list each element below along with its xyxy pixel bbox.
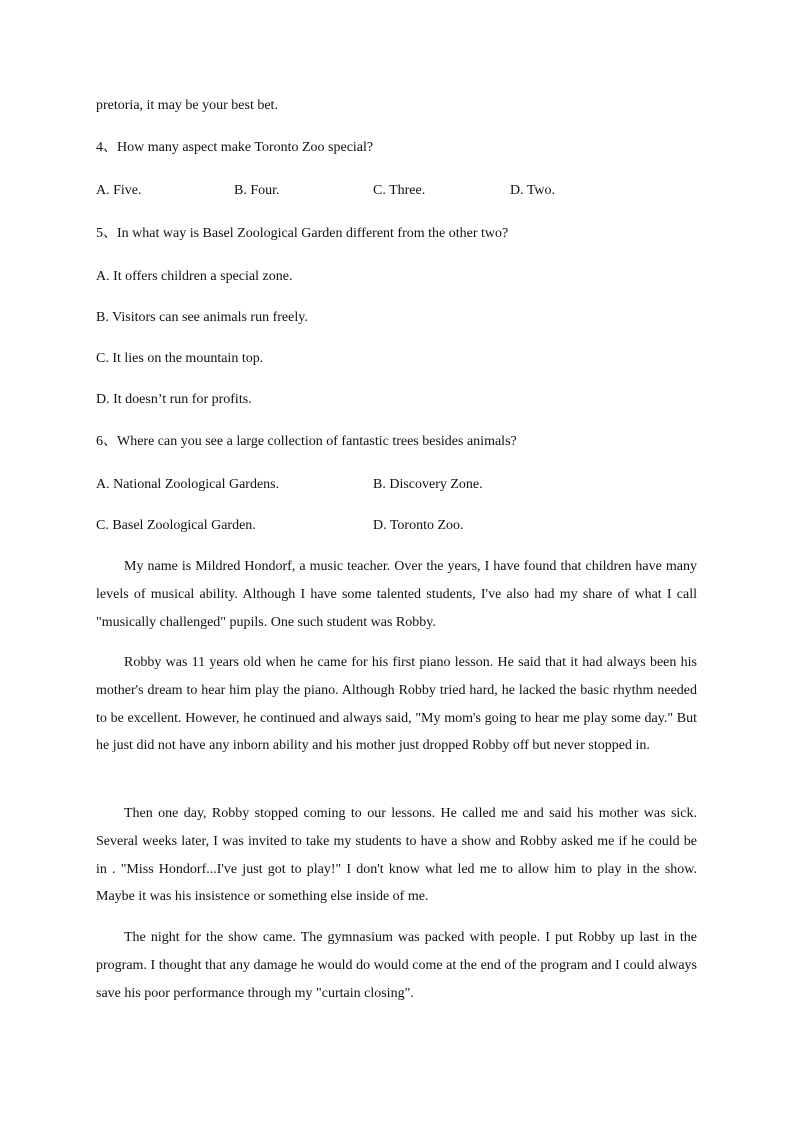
question-4-option-b: B. Four. <box>234 183 280 198</box>
question-6-stem: 6、Where can you see a large collection of fantastic trees besides animals? <box>96 434 517 449</box>
question-5-option-b: B. Visitors can see animals run freely. <box>96 310 308 325</box>
question-5-option-a: A. It offers children a special zone. <box>96 269 293 284</box>
question-6-option-c: C. Basel Zoological Garden. <box>96 518 256 533</box>
question-4-option-d: D. Two. <box>510 183 556 198</box>
question-4-option-a: A. Five. <box>96 183 142 198</box>
question-5-stem: 5、In what way is Basel Zoological Garden different from the other two? <box>96 226 509 241</box>
passage-paragraph: The night for the show came. The gymnasium was packed with people. I put Robby up last in the program. I thought that any damage he would do would come at the end of the program and I could always save his poor performance through my "curtain closing". <box>96 930 697 1001</box>
question-6-option-d: D. Toronto Zoo. <box>373 518 464 533</box>
passage-paragraph: Robby was 11 years old when he came for his first piano lesson. He said that it had always been his mother's dream to hear him play the piano. Although Robby tried hard, he lacked the basic rhythm needed to be excellent. However, he continued and always said, "My mom's going to hear me play some day." But he just did not have any inborn ability and his mother just dropped Robby off but never stopped in. <box>96 655 697 754</box>
intro-tail-text: pretoria, it may be your best bet. <box>96 98 278 113</box>
question-5-option-c: C. It lies on the mountain top. <box>96 351 264 366</box>
question-5-option-d: D. It doesn’t run for profits. <box>96 392 252 407</box>
question-4-stem: 4、How many aspect make Toronto Zoo special? <box>96 140 374 155</box>
passage-paragraph: My name is Mildred Hondorf, a music teacher. Over the years, I have found that children have many levels of musical ability. Although I have some talented students, I've also had my share of what I call "musically challenged" pupils. One such student was Robby. <box>96 559 697 630</box>
question-6-option-a: A. National Zoological Gardens. <box>96 477 280 492</box>
question-6-option-b: B. Discovery Zone. <box>373 477 483 492</box>
passage-paragraph: Then one day, Robby stopped coming to our lessons. He called me and said his mother was sick. Several weeks later, I was invited to take my students to have a show and Robby asked me if he could be in . "Miss Hondorf...I've just got to play!" I don't know what led me to allow him to play in the show. Maybe it was his insistence or something else inside of me. <box>96 806 697 905</box>
question-4-option-c: C. Three. <box>373 183 426 198</box>
